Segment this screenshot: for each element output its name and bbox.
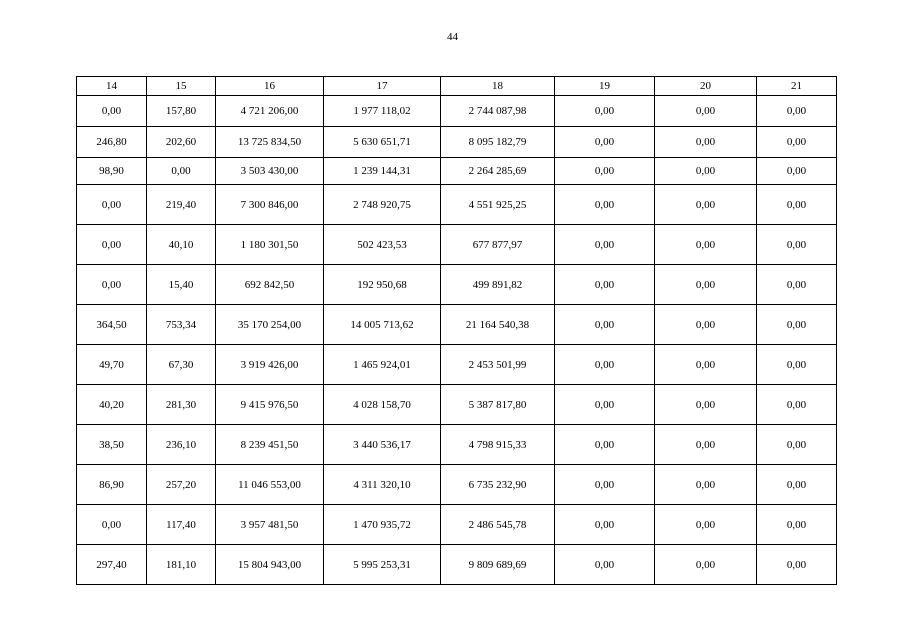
table-cell: 0,00 — [655, 425, 757, 465]
table-cell: 3 440 536,17 — [324, 425, 441, 465]
table-cell: 0,00 — [77, 225, 147, 265]
table-cell: 98,90 — [77, 158, 147, 185]
table-cell: 4 721 206,00 — [216, 96, 324, 127]
table-cell: 0,00 — [555, 465, 655, 505]
table-cell: 0,00 — [77, 96, 147, 127]
table-cell: 0,00 — [555, 505, 655, 545]
table-cell: 9 415 976,50 — [216, 385, 324, 425]
table-cell: 0,00 — [757, 305, 837, 345]
table-cell: 677 877,97 — [441, 225, 555, 265]
column-header: 21 — [757, 77, 837, 96]
table-cell: 5 387 817,80 — [441, 385, 555, 425]
table-cell: 0,00 — [757, 127, 837, 158]
table-cell: 181,10 — [147, 545, 216, 585]
table-cell: 0,00 — [655, 265, 757, 305]
table-cell: 0,00 — [555, 305, 655, 345]
column-header: 14 — [77, 77, 147, 96]
table-cell: 1 977 118,02 — [324, 96, 441, 127]
table-cell: 499 891,82 — [441, 265, 555, 305]
table-cell: 297,40 — [77, 545, 147, 585]
table-row — [77, 127, 837, 158]
table-cell: 364,50 — [77, 305, 147, 345]
table-cell: 0,00 — [655, 465, 757, 505]
table-cell: 502 423,53 — [324, 225, 441, 265]
table-cell: 1 239 144,31 — [324, 158, 441, 185]
table-cell: 0,00 — [757, 225, 837, 265]
table-row — [77, 465, 837, 505]
table-cell: 4 311 320,10 — [324, 465, 441, 505]
table-cell: 1 180 301,50 — [216, 225, 324, 265]
table-cell: 753,34 — [147, 305, 216, 345]
table-cell: 117,40 — [147, 505, 216, 545]
page-number: 44 — [447, 31, 458, 43]
table-cell: 14 005 713,62 — [324, 305, 441, 345]
table-cell: 0,00 — [757, 545, 837, 585]
table-cell: 0,00 — [757, 465, 837, 505]
table-cell: 9 809 689,69 — [441, 545, 555, 585]
table-cell: 8 239 451,50 — [216, 425, 324, 465]
table-cell: 0,00 — [77, 505, 147, 545]
table-cell: 15,40 — [147, 265, 216, 305]
table-row — [77, 96, 837, 127]
table-cell: 4 551 925,25 — [441, 185, 555, 225]
table-cell: 157,80 — [147, 96, 216, 127]
table-cell: 0,00 — [555, 545, 655, 585]
table-cell: 86,90 — [77, 465, 147, 505]
table-cell: 13 725 834,50 — [216, 127, 324, 158]
table-cell: 67,30 — [147, 345, 216, 385]
table-cell: 0,00 — [757, 185, 837, 225]
table-cell: 5 630 651,71 — [324, 127, 441, 158]
table-cell: 192 950,68 — [324, 265, 441, 305]
table-cell: 0,00 — [655, 385, 757, 425]
table-cell: 5 995 253,31 — [324, 545, 441, 585]
table-row — [77, 225, 837, 265]
table-cell: 257,20 — [147, 465, 216, 505]
table-cell: 4 798 915,33 — [441, 425, 555, 465]
table-cell: 0,00 — [757, 158, 837, 185]
table-cell: 40,20 — [77, 385, 147, 425]
table-cell: 0,00 — [757, 345, 837, 385]
table-row — [77, 385, 837, 425]
column-header: 19 — [555, 77, 655, 96]
table-cell: 38,50 — [77, 425, 147, 465]
column-header: 17 — [324, 77, 441, 96]
table-row — [77, 345, 837, 385]
table-cell: 0,00 — [77, 265, 147, 305]
table-cell: 1 465 924,01 — [324, 345, 441, 385]
table-cell: 0,00 — [555, 185, 655, 225]
table-cell: 0,00 — [555, 225, 655, 265]
table-cell: 0,00 — [655, 127, 757, 158]
table-row — [77, 265, 837, 305]
table-cell: 0,00 — [655, 305, 757, 345]
table-cell: 6 735 232,90 — [441, 465, 555, 505]
table-cell: 1 470 935,72 — [324, 505, 441, 545]
table-cell: 11 046 553,00 — [216, 465, 324, 505]
table-cell: 0,00 — [555, 96, 655, 127]
table-cell: 219,40 — [147, 185, 216, 225]
table-cell: 0,00 — [655, 545, 757, 585]
table-cell: 0,00 — [555, 425, 655, 465]
table-cell: 4 028 158,70 — [324, 385, 441, 425]
table-cell: 0,00 — [555, 265, 655, 305]
table-cell: 0,00 — [655, 158, 757, 185]
table-cell: 3 503 430,00 — [216, 158, 324, 185]
table-cell: 0,00 — [77, 185, 147, 225]
table-cell: 40,10 — [147, 225, 216, 265]
column-header: 16 — [216, 77, 324, 96]
table-cell: 0,00 — [757, 385, 837, 425]
table-cell: 0,00 — [655, 225, 757, 265]
table-cell: 0,00 — [655, 185, 757, 225]
table-row — [77, 158, 837, 185]
table-cell: 0,00 — [555, 158, 655, 185]
table-row — [77, 185, 837, 225]
table-cell: 0,00 — [757, 96, 837, 127]
table-cell: 15 804 943,00 — [216, 545, 324, 585]
table-cell: 0,00 — [655, 96, 757, 127]
table-row — [77, 425, 837, 465]
data-table — [76, 76, 837, 585]
table-cell: 2 744 087,98 — [441, 96, 555, 127]
table-cell: 2 453 501,99 — [441, 345, 555, 385]
table-cell: 0,00 — [555, 345, 655, 385]
table-row — [77, 505, 837, 545]
table-cell: 2 748 920,75 — [324, 185, 441, 225]
header-row — [77, 77, 837, 96]
table-row — [77, 305, 837, 345]
table-cell: 0,00 — [655, 345, 757, 385]
column-header: 15 — [147, 77, 216, 96]
table-cell: 0,00 — [555, 385, 655, 425]
table-cell: 35 170 254,00 — [216, 305, 324, 345]
table-row — [77, 545, 837, 585]
table-cell: 692 842,50 — [216, 265, 324, 305]
table-cell: 2 264 285,69 — [441, 158, 555, 185]
table-cell: 246,80 — [77, 127, 147, 158]
table-cell: 7 300 846,00 — [216, 185, 324, 225]
table-cell: 0,00 — [555, 127, 655, 158]
table-cell: 2 486 545,78 — [441, 505, 555, 545]
table-cell: 49,70 — [77, 345, 147, 385]
table-cell: 0,00 — [757, 425, 837, 465]
table-cell: 281,30 — [147, 385, 216, 425]
table-cell: 3 957 481,50 — [216, 505, 324, 545]
table-cell: 0,00 — [655, 505, 757, 545]
table-cell: 0,00 — [757, 265, 837, 305]
table-cell: 0,00 — [147, 158, 216, 185]
table-cell: 236,10 — [147, 425, 216, 465]
table-cell: 3 919 426,00 — [216, 345, 324, 385]
table-cell: 21 164 540,38 — [441, 305, 555, 345]
table-cell: 0,00 — [757, 505, 837, 545]
column-header: 20 — [655, 77, 757, 96]
column-header: 18 — [441, 77, 555, 96]
table-cell: 8 095 182,79 — [441, 127, 555, 158]
table-cell: 202,60 — [147, 127, 216, 158]
